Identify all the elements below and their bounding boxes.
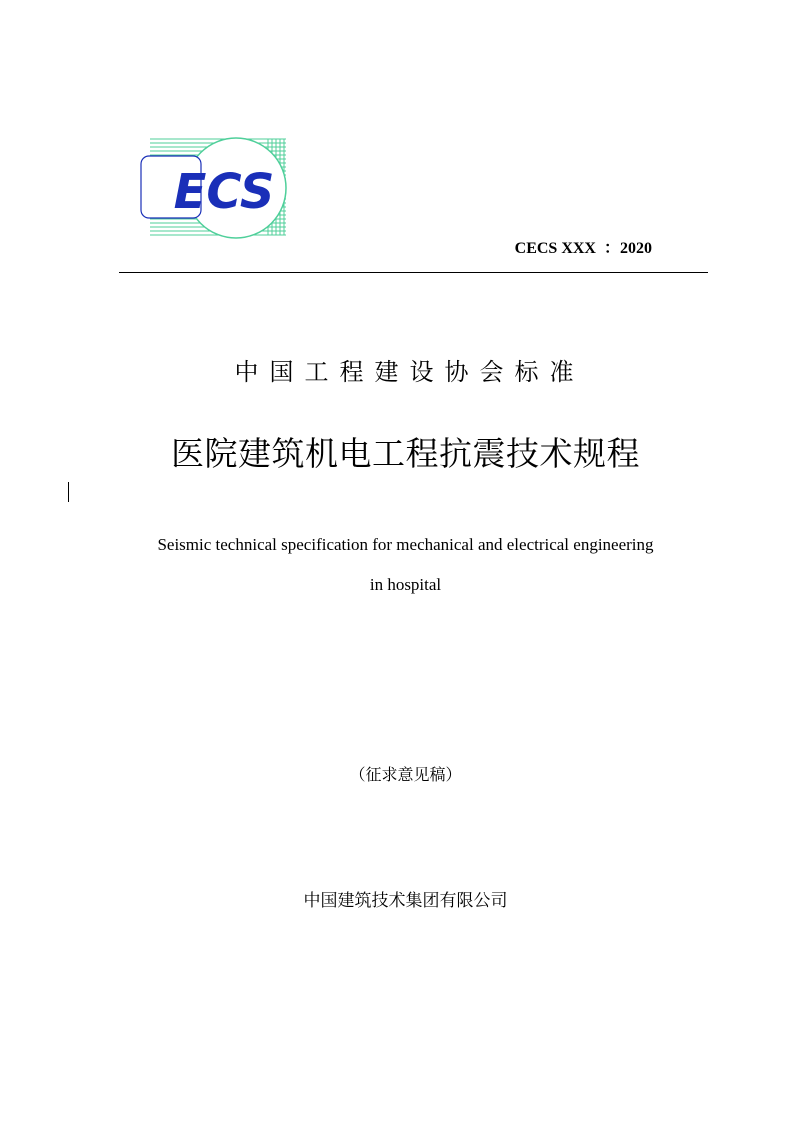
draft-status: （征求意见稿） [349, 765, 462, 784]
publisher-name: 中国建筑技术集团有限公司 [303, 891, 508, 911]
ecs-logo [136, 136, 312, 244]
document-title-en-line2: in hospital [369, 575, 442, 594]
document-title-en-line1: Seismic technical specification for mechanical and electrical engineering [157, 535, 654, 554]
association-name: 中国工程建设协会标准 [234, 358, 585, 386]
standard-number: CECS XXX ：2020 [514, 240, 652, 257]
document-title-zh: 医院建筑机电工程抗震技术规程 [171, 434, 640, 473]
logo-text: ECS [173, 164, 275, 220]
header-divider [119, 272, 708, 273]
text-cursor [68, 482, 69, 502]
